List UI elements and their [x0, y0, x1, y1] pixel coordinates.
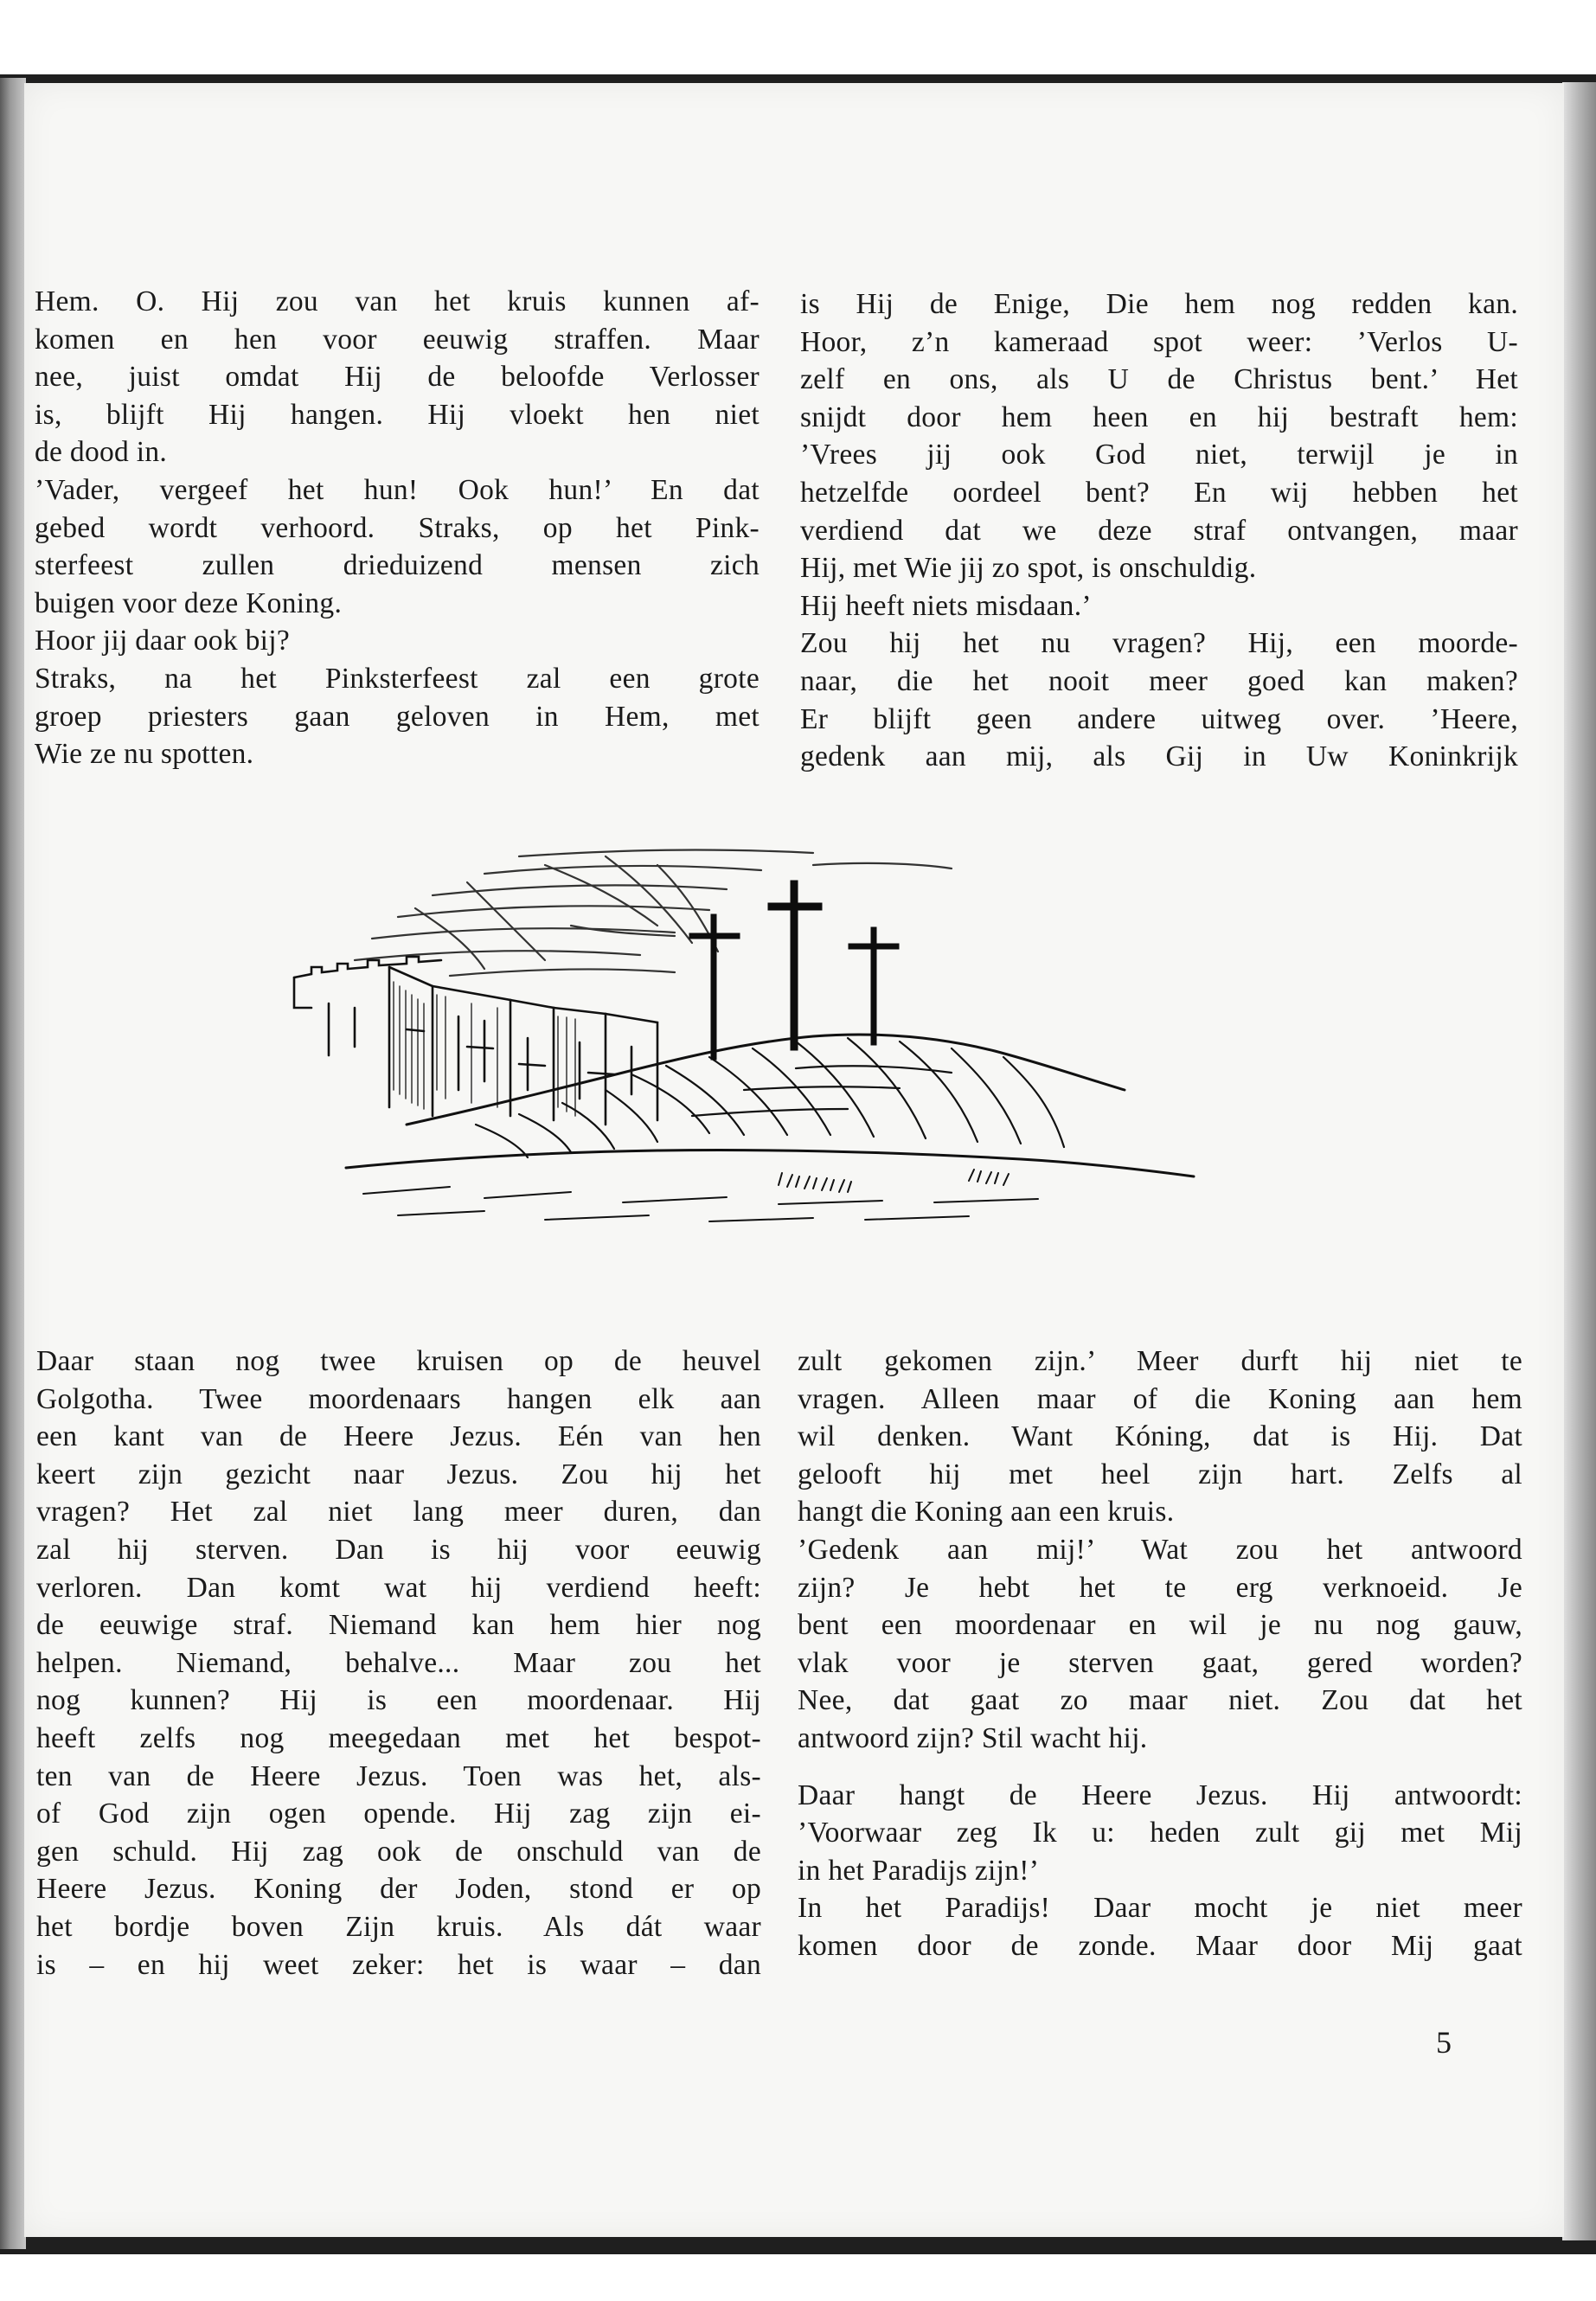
text-line: Hij heeft niets misdaan.’	[800, 589, 1092, 622]
text-line: antwoord zijn? Stil wacht hij.	[798, 1721, 1148, 1754]
text-line: hangt die Koning aan een kruis.	[798, 1496, 1175, 1529]
text-line: vragen? Het zal niet lang meer duren, dan	[36, 1496, 761, 1529]
text-line: is, blijft Hij hangen. Hij vloekt hen niet	[35, 398, 760, 431]
text-line: zal hij sterven. Dan is hij voor eeuwig	[36, 1533, 761, 1566]
text-line: buigen voor deze Koning.	[35, 586, 343, 619]
text-line: zelf en ons, als U de Christus bent.’ Het	[800, 363, 1518, 396]
text-line: een kant van de Heere Jezus. Eén van hen	[36, 1420, 761, 1453]
text-line: wil denken. Want Kóning, dat is Hij. Dat	[798, 1420, 1522, 1453]
text-line: zijn? Je hebt het te erg verknoeid. Je	[798, 1571, 1522, 1604]
text-column-bottom-right	[798, 1343, 1522, 1965]
text-line: groep priesters gaan geloven in Hem, met	[35, 700, 760, 733]
text-line: of God zijn ogen opende. Hij zag zijn ei-	[36, 1798, 761, 1830]
text-line: Hem. O. Hij zou van het kruis kunnen af-	[35, 285, 760, 317]
text-line: komen door de zonde. Maar door Mij gaat	[798, 1929, 1522, 1962]
text-line: Er blijft geen andere uitweg over. ’Heere,	[800, 702, 1518, 735]
text-line: nee, juist omdat Hij de beloofde Verlosser	[35, 361, 760, 394]
text-column-top-left	[35, 283, 760, 773]
text-line: heeft zelfs nog meegedaan met het bespot-	[36, 1721, 761, 1754]
calvary-illustration	[260, 830, 1237, 1237]
text-line: Heere Jezus. Koning der Joden, stond er op	[36, 1873, 761, 1906]
text-line: gen schuld. Hij zag ook de onschuld van de	[36, 1835, 761, 1868]
text-line: snijdt door hem heen en hij bestraft hem:	[800, 401, 1518, 433]
text-line: Hij, met Wie jij zo spot, is onschuldig.	[800, 552, 1257, 585]
scan-background-top	[0, 0, 1596, 74]
text-line: ten van de Heere Jezus. Toen was het, als-	[36, 1759, 761, 1792]
text-line: hetzelfde oordeel bent? En wij hebben het	[800, 476, 1518, 509]
text-line: Straks, na het Pinksterfeest zal een grote	[35, 662, 760, 695]
text-line: gelooft hij met heel zijn hart. Zelfs al	[798, 1458, 1522, 1490]
text-line: Wie ze nu spotten.	[35, 738, 254, 771]
text-line: naar, die het nooit meer goed kan maken?	[800, 664, 1518, 697]
text-line: sterfeest zullen drieduizend mensen zich	[35, 549, 760, 582]
text-line: bent een moordenaar en wil je nu nog gauw,	[798, 1609, 1522, 1642]
paragraph-gap	[798, 1758, 1522, 1777]
text-line: ’Vader, vergeef het hun! Ook hun!’ En dat	[35, 473, 760, 506]
text-line: Daar staan nog twee kruisen op de heuvel	[36, 1345, 761, 1377]
text-line: verdiend dat we deze straf ontvangen, maar	[800, 514, 1518, 547]
page-edge-right	[1562, 82, 1596, 2240]
text-line: Hoor jij daar ook bij?	[35, 625, 290, 657]
text-column-top-right	[800, 285, 1518, 776]
text-line: helpen. Niemand, behalve... Maar zou het	[36, 1646, 761, 1679]
scan-background-bottom	[0, 2254, 1596, 2301]
text-line: zult gekomen zijn.’ Meer durft hij niet te	[798, 1345, 1522, 1377]
page-edge-left	[0, 78, 26, 2249]
text-line: Daar hangt de Heere Jezus. Hij antwoordt:	[798, 1779, 1522, 1811]
text-line: keert zijn gezicht naar Jezus. Zou hij het	[36, 1458, 761, 1490]
text-line: ’Gedenk aan mij!’ Wat zou het antwoord	[798, 1533, 1522, 1566]
page-number: 5	[1436, 2025, 1452, 2060]
text-line: ’Voorwaar zeg Ik u: heden zult gij met Mij	[798, 1817, 1522, 1849]
text-line: In het Paradijs! Daar mocht je niet meer	[798, 1892, 1522, 1925]
text-line: ’Vrees jij ook God niet, terwijl je in	[800, 439, 1518, 471]
text-line: vragen. Alleen maar of die Koning aan hem	[798, 1382, 1522, 1415]
text-line: in het Paradijs zijn!’	[798, 1854, 1040, 1887]
text-line: vlak voor je sterven gaat, gered worden?	[798, 1646, 1522, 1679]
text-line: is – en hij weet zeker: het is waar – dan	[36, 1948, 761, 1981]
text-line: komen en hen voor eeuwig straffen. Maar	[35, 323, 760, 356]
text-line: de dood in.	[35, 436, 168, 469]
text-line: Hoor, z’n kameraad spot weer: ’Verlos U-	[800, 325, 1518, 358]
text-column-bottom-left	[36, 1343, 761, 1984]
text-line: de eeuwige straf. Niemand kan hem hier nog	[36, 1609, 761, 1642]
text-line: nog kunnen? Hij is een moordenaar. Hij	[36, 1684, 761, 1717]
text-line: Golgotha. Twee moordenaars hangen elk aan	[36, 1382, 761, 1415]
text-line: verloren. Dan komt wat hij verdiend heeft:	[36, 1571, 761, 1604]
text-line: gebed wordt verhoord. Straks, op het Pink-	[35, 511, 760, 544]
text-line: Zou hij het nu vragen? Hij, een moorde-	[800, 627, 1518, 660]
text-line: Nee, dat gaat zo maar niet. Zou dat het	[798, 1684, 1522, 1717]
text-line: gedenk aan mij, als Gij in Uw Koninkrijk	[800, 740, 1518, 773]
text-line: het bordje boven Zijn kruis. Als dát waar	[36, 1910, 761, 1943]
text-line: is Hij de Enige, Die hem nog redden kan.	[800, 288, 1518, 320]
